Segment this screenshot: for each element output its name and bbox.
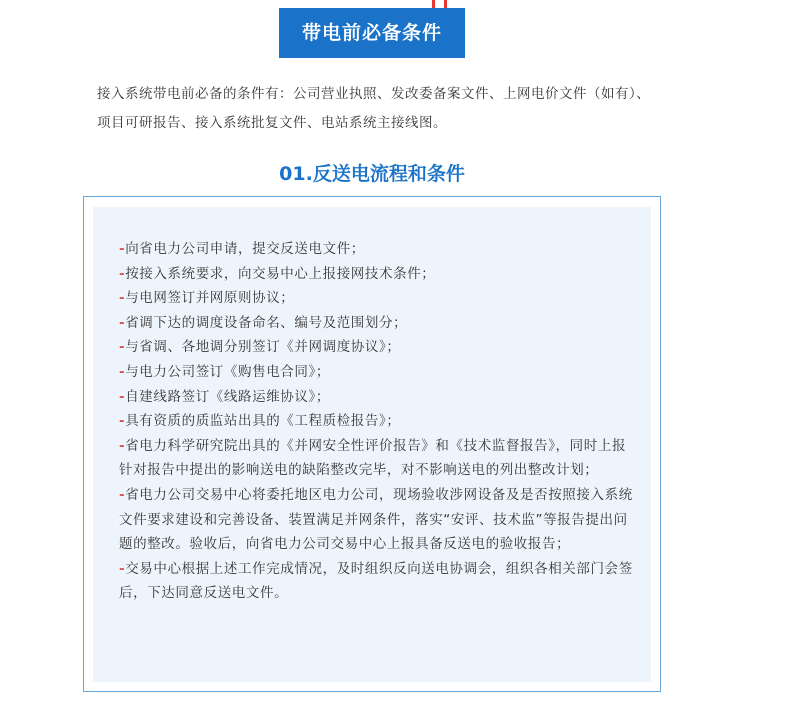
list-item	[119, 557, 634, 606]
list-item-text: 自建线路签订《线路运维协议》；	[125, 388, 330, 405]
list-item	[119, 360, 634, 385]
list-item	[119, 434, 634, 483]
list-item-text: 与电力公司签订《购售电合同》；	[125, 363, 330, 380]
list-item-text: 省电力科学研究院出具的《并网安全性评价报告》和《技术监督报告》，同时上报针对报告中提出的影响送电的缺陷整改完毕，对不影响送电的列出整改计划；	[119, 437, 627, 479]
intro-paragraph: 接入系统带电前必备的条件有：公司营业执照、发改委备案文件、上网电价文件（如有）、项目可研报告、接入系统批复文件、电站系统主接线图。	[97, 86, 651, 131]
bullet-dash: -	[119, 290, 126, 307]
conditions-panel-inner	[93, 207, 651, 682]
bullet-dash: -	[119, 413, 126, 430]
conditions-panel	[83, 196, 661, 692]
bullet-dash: -	[119, 388, 126, 405]
bullet-dash: -	[119, 560, 126, 577]
list-item-text: 具有资质的质监站出具的《工程质检报告》；	[125, 413, 401, 430]
list-item-text: 省调下达的调度设备命名、编号及范围划分；	[125, 314, 408, 331]
list-item-text: 向省电力公司申请，提交反送电文件；	[125, 241, 365, 257]
list-item-text: 省电力公司交易中心将委托地区电力公司，现场验收涉网设备及是否按照接入系统文件要求建设和完善设备、装置满足并网条件，落实“安评、技术监”等报告提出问题的整改。验收后，向省电力公司交易中心上报具备反送电的验收报告；	[119, 486, 633, 553]
list-item	[119, 409, 634, 434]
list-item	[119, 237, 634, 262]
list-item-text: 交易中心根据上述工作完成情况，及时组织反向送电协调会，组织各相关部门会签后，下达同意反送电文件。	[119, 560, 633, 602]
list-item-text: 与电网签订并网原则协议；	[125, 290, 295, 307]
section-heading: 01.反送电流程和条件	[279, 163, 465, 185]
bullet-dash: -	[119, 339, 126, 356]
page-title: 带电前必备条件	[279, 8, 465, 58]
conditions-list	[119, 237, 634, 606]
bullet-dash: -	[119, 486, 126, 503]
bullet-dash: -	[119, 265, 126, 282]
list-item	[119, 335, 634, 360]
bullet-dash: -	[119, 314, 126, 331]
bullet-dash: -	[119, 363, 126, 380]
list-item-text: 与省调、各地调分别签订《并网调度协议》；	[125, 339, 401, 356]
bullet-dash: -	[119, 437, 126, 454]
list-item	[119, 286, 634, 311]
list-item	[119, 385, 634, 410]
bullet-dash: -	[119, 241, 126, 257]
list-item-text: 按接入系统要求，向交易中心上报接网技术条件；	[125, 265, 436, 282]
list-item	[119, 262, 634, 287]
list-item	[119, 311, 634, 336]
list-item	[119, 483, 634, 557]
